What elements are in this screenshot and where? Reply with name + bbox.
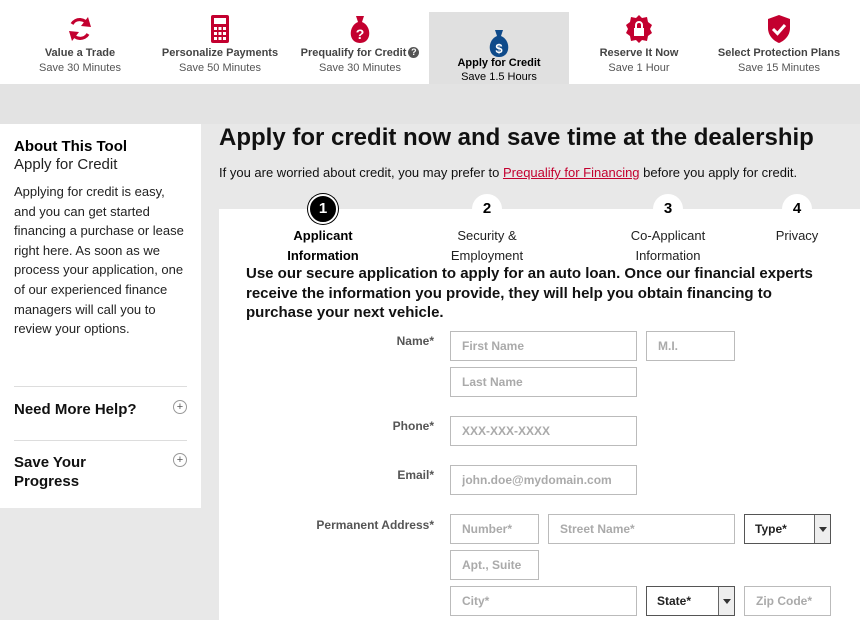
last-name-input[interactable] (450, 367, 637, 397)
nav-label: Reserve It Now (599, 47, 679, 59)
nav-label: Apply for Credit (457, 57, 541, 69)
calculator-icon (206, 14, 234, 44)
nav-sub: Save 30 Minutes (319, 62, 401, 74)
city-input[interactable] (450, 586, 637, 616)
step-label: Privacy (775, 228, 819, 243)
need-more-help-heading: Need More Help? (14, 401, 137, 418)
page-title: Apply for credit now and save time at the dealership (219, 124, 814, 151)
expand-plus-icon[interactable]: + (173, 453, 187, 467)
nav-sub: Save 1 Hour (608, 62, 670, 74)
svg-text:$: $ (495, 41, 503, 56)
phone-input[interactable] (450, 416, 637, 446)
step-number: 1 (308, 194, 338, 224)
step-label: Co-Applicant Information (630, 228, 706, 263)
intro-text (219, 165, 797, 180)
header-band (0, 84, 860, 124)
street-number-input[interactable] (450, 514, 539, 544)
money-bag-dollar-icon (485, 28, 513, 58)
state-select[interactable] (646, 586, 735, 616)
help-icon[interactable]: ? (408, 47, 419, 58)
sidebar (0, 124, 201, 508)
nav-label: Value a Trade (44, 47, 116, 59)
step-4[interactable] (757, 194, 837, 246)
need-more-help-section[interactable] (14, 386, 187, 440)
nav-item-protection-plans[interactable] (709, 0, 849, 84)
nav-item-apply-credit[interactable] (429, 12, 569, 84)
name-label: Name* (396, 334, 434, 348)
zip-code-input[interactable] (744, 586, 831, 616)
shield-check-icon (765, 14, 793, 44)
first-name-input[interactable] (450, 331, 637, 361)
step-number: 4 (782, 194, 812, 224)
step-number: 3 (653, 194, 683, 224)
money-bag-question-icon (346, 14, 374, 44)
save-progress-section[interactable] (14, 440, 187, 508)
nav-sub: Save 15 Minutes (738, 62, 820, 74)
lock-badge-icon (625, 14, 653, 44)
save-progress-heading: Save Your Progress (14, 454, 86, 490)
nav-item-reserve[interactable] (569, 0, 709, 84)
nav-item-value-trade[interactable] (0, 0, 160, 84)
expand-plus-icon[interactable]: + (173, 400, 187, 414)
nav-sub: Save 1.5 Hours (461, 71, 537, 83)
phone-label: Phone* (392, 419, 434, 433)
intro-before: If you are worried about credit, you may prefer to (219, 165, 503, 180)
nav-item-personalize-payments[interactable] (150, 0, 290, 84)
refresh-icon (66, 14, 94, 44)
state-value: State* (657, 594, 692, 608)
step-1[interactable] (276, 194, 370, 266)
nav-sub: Save 30 Minutes (39, 62, 121, 74)
nav-label (290, 47, 430, 59)
step-label: Applicant Information (287, 228, 359, 263)
street-name-input[interactable] (548, 514, 735, 544)
chevron-down-icon (814, 515, 830, 543)
nav-label: Select Protection Plans (717, 47, 841, 59)
svg-text:?: ? (355, 26, 365, 42)
sidebar-title: About This Tool (14, 138, 128, 155)
nav-label: Personalize Payments (161, 47, 279, 59)
intro-after: before you apply for credit. (639, 165, 798, 180)
step-label: Security & Employment (450, 228, 524, 263)
street-type-value: Type* (755, 522, 787, 536)
nav-sub: Save 50 Minutes (179, 62, 261, 74)
email-label: Email* (397, 468, 434, 482)
nav-item-prequalify[interactable] (290, 0, 430, 84)
sidebar-body: Applying for credit is easy, and you can get started financing a purchase or lease right here. As soon as we process your application, one of our experienced finance managers will call you to review your options. (14, 184, 184, 337)
apt-suite-input[interactable] (450, 550, 539, 580)
middle-initial-input[interactable] (646, 331, 735, 361)
top-nav (0, 0, 860, 84)
form-description: Use our secure application to apply for an auto loan. Once our financial experts receive the information you provide, they will help you obtain financing to purchase your next vehicle. (246, 265, 813, 321)
nav-label-text: Prequalify for Credit (300, 47, 407, 59)
email-input[interactable] (450, 465, 637, 495)
street-type-select[interactable] (744, 514, 831, 544)
step-2[interactable] (432, 194, 542, 266)
sidebar-subtitle: Apply for Credit (14, 156, 118, 173)
chevron-down-icon (718, 587, 734, 615)
prequalify-link[interactable]: Prequalify for Financing (502, 165, 640, 180)
step-number: 2 (472, 194, 502, 224)
step-3[interactable] (613, 194, 723, 266)
address-label: Permanent Address* (316, 518, 434, 532)
